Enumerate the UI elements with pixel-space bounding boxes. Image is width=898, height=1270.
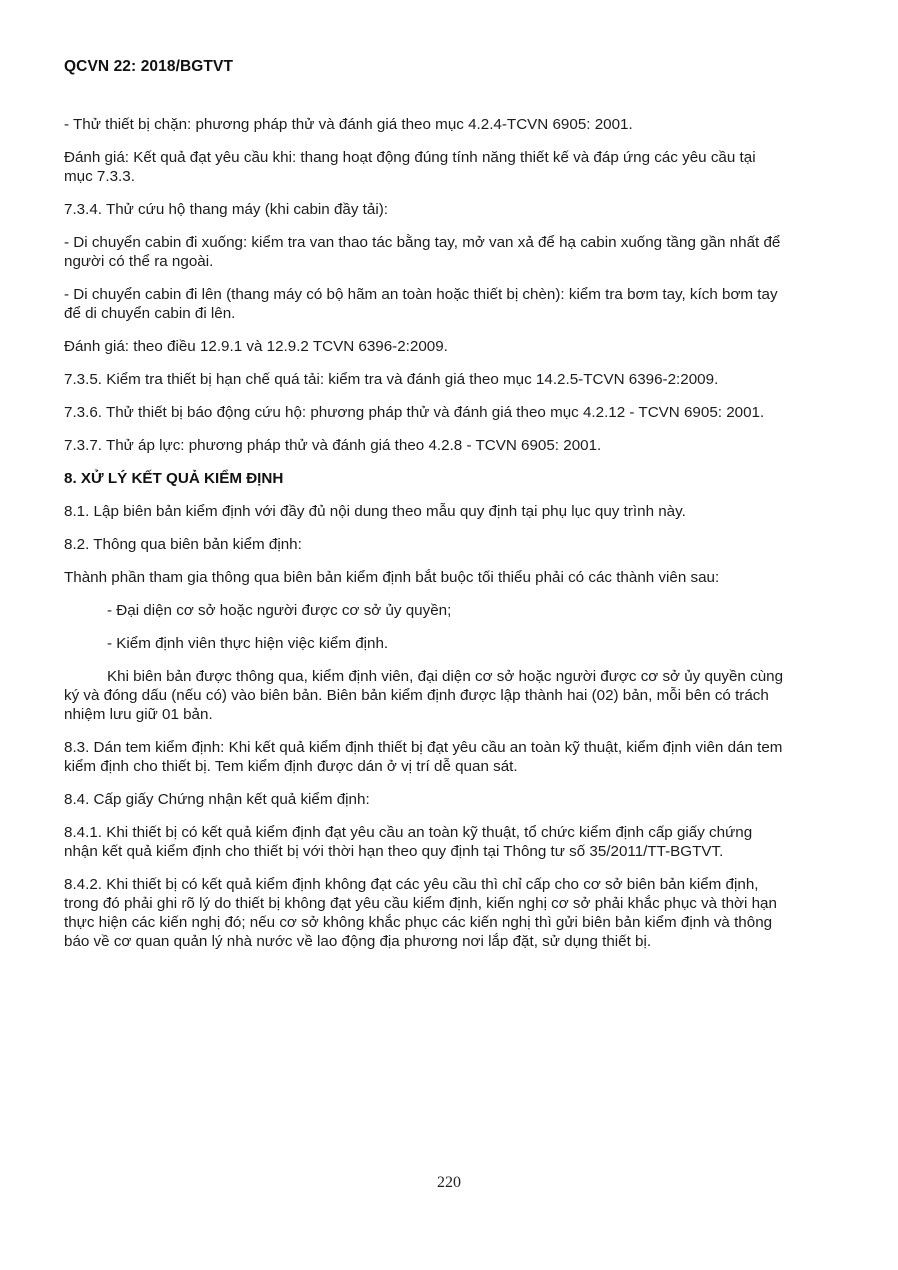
paragraph-83: 8.3. Dán tem kiểm định: Khi kết quả kiểm định thiết bị đạt yêu cầu an toàn kỹ thuật, kiểm định viên dán tem kiểm định cho thiết bị. Tem kiểm định được dán ở vị trí dễ quan sát. xyxy=(64,739,783,775)
paragraph-members: Thành phần tham gia thông qua biên bản kiểm định bắt buộc tối thiểu phải có các thành viên sau: xyxy=(64,569,720,586)
section-8-heading: 8. XỬ LÝ KẾT QUẢ KIỂM ĐỊNH xyxy=(64,470,284,487)
paragraph-841: 8.4.1. Khi thiết bị có kết quả kiểm định đạt yêu cầu an toàn kỹ thuật, tổ chức kiểm định cấp giấy chứng nhận kết quả kiểm định cho thiết bị với thời hạn theo quy định tại Thông tư số 35/2011/TT-BGTVT. xyxy=(64,824,753,860)
paragraph-81: 8.1. Lập biên bản kiểm định với đầy đủ nội dung theo mẫu quy định tại phụ lục quy trình này. xyxy=(64,503,686,520)
paragraph-737: 7.3.7. Thử áp lực: phương pháp thử và đánh giá theo 4.2.8 - TCVN 6905: 2001. xyxy=(64,437,602,454)
paragraph-evaluation-733: Đánh giá: Kết quả đạt yêu cầu khi: thang hoạt động đúng tính năng thiết kế và đáp ứng các yêu cầu tại mục 7.3.3. xyxy=(64,149,756,185)
document-header: QCVN 22: 2018/BGTVT xyxy=(64,58,234,75)
paragraph-735: 7.3.5. Kiểm tra thiết bị hạn chế quá tải: kiểm tra và đánh giá theo mục 14.2.5-TCVN 6396-2:2009. xyxy=(64,371,719,388)
paragraph-736: 7.3.6. Thử thiết bị báo động cứu hộ: phương pháp thử và đánh giá theo mục 4.2.12 - TCVN 6905: 2001. xyxy=(64,404,765,421)
paragraph-approval: Khi biên bản được thông qua, kiểm định viên, đại diện cơ sở hoặc người được cơ sở ủy quyền cùng ký và đóng dấu (nếu có) vào biên bản. Biên bản kiểm định được lập thành hai (02) bản, mỗi bên có trách nhiệm lưu giữ 01 bản. xyxy=(64,668,784,723)
paragraph-842: 8.4.2. Khi thiết bị có kết quả kiểm định không đạt các yêu cầu thì chỉ cấp cho cơ sở biên bản kiểm định, trong đó phải ghi rõ lý do thiết bị không đạt yêu cầu kiểm định, kiến nghị cơ sở phải khắc phục và thời hạn thực hiện các kiến nghị đó; nếu cơ sở không khắc phục các kiến nghị thì gửi biên bản kiểm định và thông báo về cơ quan quản lý nhà nước về lao động địa phương nơi lắp đặt, sử dụng thiết bị. xyxy=(64,876,777,950)
paragraph-84: 8.4. Cấp giấy Chứng nhận kết quả kiểm định: xyxy=(64,791,370,808)
document-body xyxy=(64,115,784,965)
bullet-representative: - Đại diện cơ sở hoặc người được cơ sở ủy quyền; xyxy=(107,602,452,619)
paragraph-move-up: - Di chuyển cabin đi lên (thang máy có bộ hãm an toàn hoặc thiết bị chèn): kiểm tra bơm tay, kích bơm tay để di chuyển cabin đi lên. xyxy=(64,286,778,322)
paragraph-move-down: - Di chuyển cabin đi xuống: kiểm tra van thao tác bằng tay, mở van xả để hạ cabin xuống tầng gần nhất để người có thể ra ngoài. xyxy=(64,234,781,270)
paragraph-stopper-test: - Thử thiết bị chặn: phương pháp thử và đánh giá theo mục 4.2.4-TCVN 6905: 2001. xyxy=(64,116,633,133)
paragraph-734: 7.3.4. Thử cứu hộ thang máy (khi cabin đầy tải): xyxy=(64,201,388,218)
paragraph-evaluation-1291: Đánh giá: theo điều 12.9.1 và 12.9.2 TCVN 6396-2:2009. xyxy=(64,338,448,355)
page-number: 220 xyxy=(437,1174,461,1191)
paragraph-82: 8.2. Thông qua biên bản kiểm định: xyxy=(64,536,302,553)
bullet-inspector: - Kiểm định viên thực hiện việc kiểm định. xyxy=(107,635,389,652)
